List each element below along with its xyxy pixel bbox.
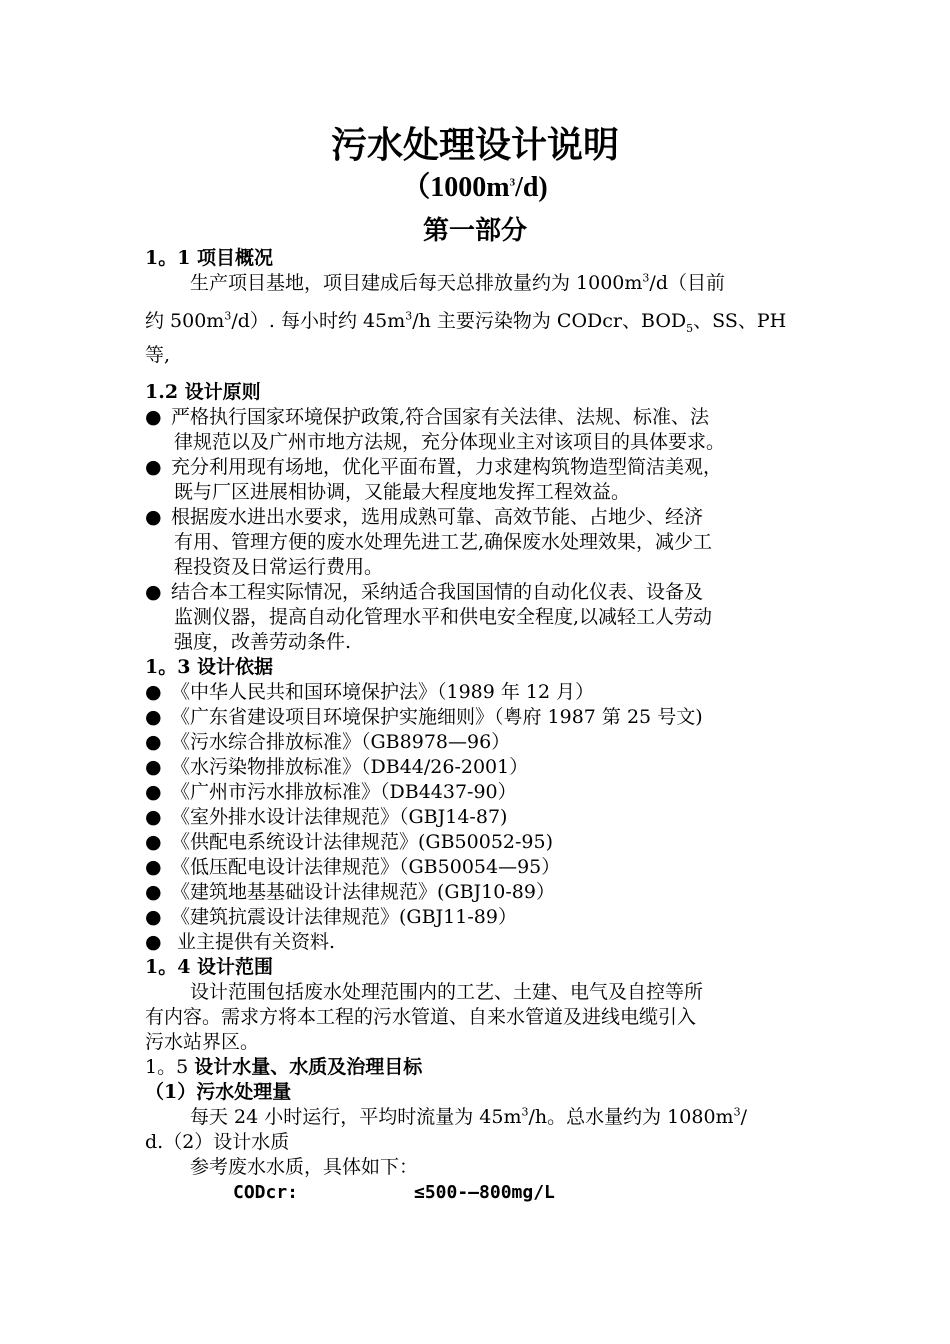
section-heading-1-1: 1。1 项目概况 — [145, 247, 274, 269]
bullet-icon: ● — [145, 881, 162, 903]
paragraph-line: 生产项目基地，项目建成后每天总排放量约为 $1000m^3/d$（目前 — [190, 271, 725, 294]
bullet-icon: ● — [145, 456, 162, 478]
cod-value: ≤500-—800mg/L — [414, 1182, 555, 1203]
list-item: ● 《建筑抗震设计法律规范》(GBJ11-89） — [145, 906, 517, 928]
section-heading-1-2: 1.2 设计原则 — [145, 381, 261, 403]
section-heading-1-3: 1。3 设计依据 — [145, 656, 274, 678]
bullet-icon: ● — [145, 706, 162, 728]
bullet-icon: ● — [145, 681, 162, 703]
list-item: ● 《建筑地基基础设计法律规范》(GBJ10-89） — [145, 881, 555, 903]
cod-label: CODcr: — [233, 1182, 299, 1203]
part-heading: 第一部分 — [422, 216, 527, 246]
bullet-icon: ● — [145, 831, 162, 853]
paragraph-line: 参考废水水质，具体如下： — [190, 1156, 419, 1178]
bullet-icon: ● — [145, 406, 162, 428]
list-item-continuation: 强度，改善劳动条件. — [174, 631, 352, 653]
list-item: ● 严格执行国家环境保护政策,符合国家有关法律、法规、标准、法 — [145, 406, 710, 428]
list-item: ● 充分利用现有场地，优化平面布置，力求建构筑物造型简洁美观， — [145, 456, 723, 478]
list-item-continuation: 律规范以及广州市地方法规，充分体现业主对该项目的具体要求。 — [174, 431, 726, 453]
bullet-icon: ● — [145, 931, 162, 953]
list-item: ● 《供配电系统设计法律规范》(GB50052-95) — [145, 831, 554, 853]
bullet-icon: ● — [145, 806, 162, 828]
bullet-icon: ● — [145, 781, 162, 803]
list-item-continuation: 有用、管理方便的废水处理先进工艺,确保废水处理效果，减少工 — [174, 531, 713, 553]
paragraph-line: d.（2）设计水质 — [145, 1131, 290, 1153]
paragraph-line: 约 $500m^3/d$）. 每小时约 $45m^3/h$ 主要污染物为 CODcr、$BOD_5$、SS、PH — [145, 309, 787, 335]
document-title: 污水处理设计说明 — [330, 124, 619, 166]
list-item: ● 结合本工程实际情况，采纳适合我国国情的自动化仪表、设备及 — [145, 581, 704, 603]
paragraph-line: 每天 24 小时运行，平均时流量为 $45m^3/h$。总水量约为 $1080m^3/$ — [190, 1105, 747, 1128]
bullet-icon: ● — [145, 756, 162, 778]
paragraph-line: 有内容。需求方将本工程的污水管道、自来水管道及进线电缆引入 — [145, 1006, 697, 1028]
paragraph-line: 设计范围包括废水处理范围内的工艺、土建、电气及自控等所 — [190, 981, 704, 1003]
list-item: ● 《广东省建设项目环境保护实施细则》（粤府 1987 第 25 号文) — [145, 706, 703, 728]
list-item: ● 《室外排水设计法律规范》（GBJ14-87) — [145, 806, 508, 828]
subsection-heading: （1）污水处理量 — [145, 1081, 292, 1103]
list-item: ● 《污水综合排放标准》（GB8978—96） — [145, 731, 511, 753]
bullet-icon: ● — [145, 506, 162, 528]
document-subtitle: $(1000m^3/d)$ — [402, 172, 548, 203]
bullet-icon: ● — [145, 581, 162, 603]
section-heading-1-5: 1。5 设计水量、水质及治理目标 — [145, 1056, 423, 1078]
paragraph-line: 等, — [145, 344, 171, 366]
bullet-icon: ● — [145, 856, 162, 878]
list-item: ● 根据废水进出水要求，选用成熟可靠、高效节能、占地少、经济 — [145, 506, 704, 528]
section-heading-1-4: 1。4 设计范围 — [145, 956, 274, 978]
list-item: ● 《中华人民共和国环境保护法》（1989 年 12 月） — [145, 681, 595, 703]
paragraph-line: 污水站界区。 — [145, 1031, 260, 1053]
bullet-icon: ● — [145, 731, 162, 753]
list-item: ● 《低压配电设计法律规范》（GB50054—95） — [145, 856, 561, 878]
list-item: ● 《广州市污水排放标准》（DB4437-90） — [145, 781, 517, 803]
bullet-icon: ● — [145, 906, 162, 928]
list-item: ● 业主提供有关资料. — [145, 931, 336, 953]
list-item-continuation: 程投资及日常运行费用。 — [174, 556, 384, 578]
list-item-continuation: 既与厂区进展相协调，又能最大程度地发挥工程效益。 — [174, 481, 631, 503]
list-item-continuation: 监测仪器，提高自动化管理水平和供电安全程度,以减轻工人劳动 — [174, 606, 713, 628]
list-item: ● 《水污染物排放标准》（DB44/26-2001） — [145, 756, 529, 778]
